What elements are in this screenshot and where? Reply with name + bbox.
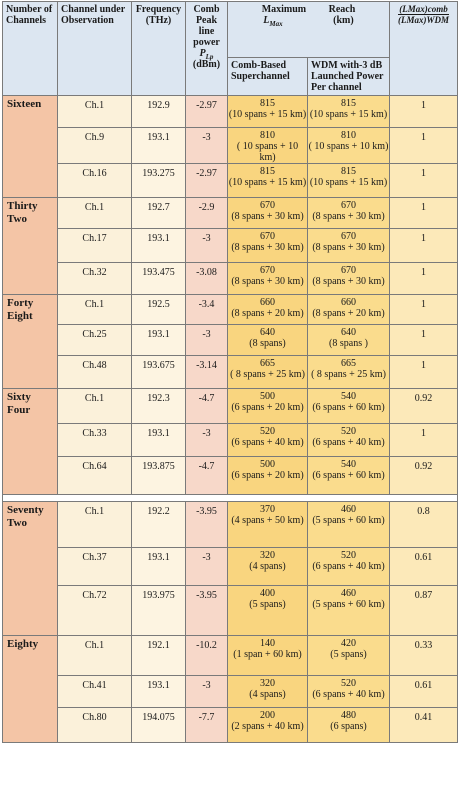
channel-cell: Ch.48 bbox=[58, 356, 132, 389]
power-cell: -2.9 bbox=[186, 198, 228, 229]
header-number-of-channels: Number of Channels bbox=[3, 2, 58, 96]
comb-reach-spans: (5 spans) bbox=[249, 599, 286, 610]
ratio-cell: 1 bbox=[390, 424, 458, 457]
wdm-reach-spans: (10 spans + 15 km) bbox=[309, 109, 388, 120]
wdm-reach-spans: ( 8 spans + 25 km) bbox=[311, 369, 386, 380]
ratio-cell: 1 bbox=[390, 198, 458, 229]
comb-reach-spans: (8 spans) bbox=[249, 338, 286, 349]
ratio-cell: 1 bbox=[390, 325, 458, 356]
comb-reach-cell bbox=[228, 198, 308, 229]
wdm-reach-spans: (6 spans + 40 km) bbox=[312, 437, 385, 448]
channel-cell: Ch.9 bbox=[58, 128, 132, 164]
comb-reach-km: 640 bbox=[260, 327, 275, 338]
comb-reach-cell bbox=[228, 424, 308, 457]
power-cell: -3.95 bbox=[186, 502, 228, 548]
comb-reach-km: 320 bbox=[260, 678, 275, 689]
wdm-reach-cell bbox=[308, 457, 390, 495]
frequency-cell: 193.475 bbox=[132, 263, 186, 295]
comb-reach-km: 500 bbox=[260, 391, 275, 402]
ratio-cell: 1 bbox=[390, 164, 458, 198]
channel-cell: Ch.1 bbox=[58, 198, 132, 229]
header-comb-peak-power-unit: (dBm) bbox=[192, 59, 221, 70]
comb-reach-km: 200 bbox=[260, 710, 275, 721]
channel-cell: Ch.1 bbox=[58, 636, 132, 676]
table-row bbox=[3, 389, 458, 424]
power-cell: -2.97 bbox=[186, 96, 228, 128]
wdm-reach-cell bbox=[308, 128, 390, 164]
comb-reach-spans: (8 spans + 20 km) bbox=[231, 308, 304, 319]
frequency-cell: 193.1 bbox=[132, 229, 186, 263]
frequency-cell: 192.2 bbox=[132, 502, 186, 548]
frequency-cell: 192.5 bbox=[132, 295, 186, 325]
wdm-reach-cell bbox=[308, 548, 390, 586]
ratio-cell: 1 bbox=[390, 229, 458, 263]
frequency-cell: 193.275 bbox=[132, 164, 186, 198]
header-channel-under-observation: Channel under Observation bbox=[58, 2, 132, 96]
channel-cell: Ch.64 bbox=[58, 457, 132, 495]
table-row bbox=[3, 164, 458, 198]
table-row bbox=[3, 128, 458, 164]
table-row bbox=[3, 586, 458, 636]
channel-cell: Ch.25 bbox=[58, 325, 132, 356]
header-comb-peak-power-label: Comb Peak line power bbox=[193, 4, 220, 48]
comb-reach-spans: ( 10 spans + 10 km) bbox=[236, 141, 299, 163]
header-max-reach-symbol: $L_{Max}$ bbox=[263, 15, 283, 28]
comb-reach-spans: (4 spans) bbox=[249, 689, 286, 700]
table-row bbox=[3, 295, 458, 325]
channel-cell: Ch.16 bbox=[58, 164, 132, 198]
separator-cell bbox=[3, 495, 458, 502]
group-label: Sixty Four bbox=[3, 389, 58, 495]
table-row bbox=[3, 263, 458, 295]
wdm-reach-cell bbox=[308, 676, 390, 708]
channel-cell: Ch.80 bbox=[58, 708, 132, 743]
power-cell: -3 bbox=[186, 676, 228, 708]
comb-reach-cell bbox=[228, 164, 308, 198]
comb-reach-cell bbox=[228, 295, 308, 325]
power-cell: -10.2 bbox=[186, 636, 228, 676]
wdm-reach-km: 520 bbox=[341, 550, 356, 561]
ratio-cell: 1 bbox=[390, 356, 458, 389]
comb-reach-spans: (6 spans + 20 km) bbox=[231, 470, 304, 481]
wdm-reach-spans: (6 spans + 60 km) bbox=[312, 470, 385, 481]
ratio-cell: 1 bbox=[390, 295, 458, 325]
power-cell: -4.7 bbox=[186, 389, 228, 424]
channel-cell: Ch.41 bbox=[58, 676, 132, 708]
wdm-reach-cell bbox=[308, 164, 390, 198]
channel-cell: Ch.1 bbox=[58, 295, 132, 325]
comb-reach-cell bbox=[228, 502, 308, 548]
channel-cell: Ch.32 bbox=[58, 263, 132, 295]
wdm-reach-cell bbox=[308, 586, 390, 636]
channel-cell: Ch.37 bbox=[58, 548, 132, 586]
comb-reach-km: 670 bbox=[260, 231, 275, 242]
frequency-cell: 193.1 bbox=[132, 424, 186, 457]
frequency-cell: 192.7 bbox=[132, 198, 186, 229]
ratio-cell: 0.8 bbox=[390, 502, 458, 548]
comb-reach-cell bbox=[228, 389, 308, 424]
table-row bbox=[3, 325, 458, 356]
header-max-reach-right: Reach bbox=[328, 4, 356, 15]
wdm-reach-km: 520 bbox=[341, 678, 356, 689]
wdm-reach-cell bbox=[308, 198, 390, 229]
comb-reach-cell bbox=[228, 128, 308, 164]
comb-reach-cell bbox=[228, 636, 308, 676]
wdm-reach-km: 460 bbox=[341, 504, 356, 515]
ratio-cell: 1 bbox=[390, 96, 458, 128]
table-row bbox=[3, 676, 458, 708]
wdm-reach-spans: (5 spans) bbox=[330, 649, 367, 660]
table-row bbox=[3, 457, 458, 495]
wdm-reach-km: 640 bbox=[341, 327, 356, 338]
ratio-cell: 0.41 bbox=[390, 708, 458, 743]
power-cell: -3 bbox=[186, 325, 228, 356]
power-cell: -3 bbox=[186, 424, 228, 457]
wdm-reach-cell bbox=[308, 389, 390, 424]
table-row bbox=[3, 96, 458, 128]
wdm-reach-km: 810 bbox=[341, 130, 356, 141]
ratio-cell: 0.92 bbox=[390, 389, 458, 424]
comb-reach-spans: (10 spans + 15 km) bbox=[228, 109, 307, 120]
wdm-reach-km: 540 bbox=[341, 459, 356, 470]
power-cell: -3.4 bbox=[186, 295, 228, 325]
wdm-reach-km: 460 bbox=[341, 588, 356, 599]
power-cell: -3.08 bbox=[186, 263, 228, 295]
comb-reach-cell bbox=[228, 356, 308, 389]
wdm-reach-km: 480 bbox=[341, 710, 356, 721]
wdm-reach-spans: (5 spans + 60 km) bbox=[312, 515, 385, 526]
wdm-reach-km: 520 bbox=[341, 426, 356, 437]
comb-reach-km: 370 bbox=[260, 504, 275, 515]
ratio-cell: 0.92 bbox=[390, 457, 458, 495]
wdm-reach-cell bbox=[308, 96, 390, 128]
comb-reach-km: 665 bbox=[260, 358, 275, 369]
channel-cell: Ch.1 bbox=[58, 96, 132, 128]
wdm-reach-cell bbox=[308, 229, 390, 263]
table-row bbox=[3, 708, 458, 743]
comb-reach-km: 520 bbox=[260, 426, 275, 437]
wdm-reach-km: 420 bbox=[341, 638, 356, 649]
header-max-reach bbox=[228, 2, 390, 58]
frequency-cell: 194.075 bbox=[132, 708, 186, 743]
wdm-reach-spans: (8 spans + 30 km) bbox=[312, 276, 385, 287]
header-ratio-denominator: (LMax)WDM bbox=[398, 15, 449, 25]
comb-reach-km: 815 bbox=[260, 98, 275, 109]
wdm-reach-cell bbox=[308, 502, 390, 548]
comb-reach-cell bbox=[228, 229, 308, 263]
channel-cell: Ch.1 bbox=[58, 389, 132, 424]
table-row bbox=[3, 229, 458, 263]
group-label: Eighty bbox=[3, 636, 58, 743]
header-ratio-fraction bbox=[398, 4, 449, 25]
power-cell: -3 bbox=[186, 229, 228, 263]
table-row bbox=[3, 502, 458, 548]
ratio-cell: 0.61 bbox=[390, 676, 458, 708]
wdm-reach-spans: (6 spans + 60 km) bbox=[312, 402, 385, 413]
comb-reach-spans: (4 spans) bbox=[249, 561, 286, 572]
table-row bbox=[3, 636, 458, 676]
table-row bbox=[3, 548, 458, 586]
header-ratio bbox=[390, 2, 458, 96]
comb-reach-spans: (6 spans + 20 km) bbox=[231, 402, 304, 413]
comb-reach-km: 500 bbox=[260, 459, 275, 470]
comb-reach-cell bbox=[228, 457, 308, 495]
comb-reach-cell bbox=[228, 325, 308, 356]
header-frequency: Frequency (THz) bbox=[132, 2, 186, 96]
comb-reach-km: 140 bbox=[260, 638, 275, 649]
header-comb-peak-power bbox=[186, 2, 228, 96]
channel-cell: Ch.1 bbox=[58, 502, 132, 548]
comb-reach-spans: (6 spans + 40 km) bbox=[231, 437, 304, 448]
header-comb-based: Comb-Based Superchannel bbox=[228, 58, 308, 96]
wdm-reach-spans: (8 spans + 30 km) bbox=[312, 211, 385, 222]
wdm-reach-cell bbox=[308, 263, 390, 295]
table-row bbox=[3, 198, 458, 229]
comb-reach-km: 670 bbox=[260, 200, 275, 211]
comb-reach-spans: (2 spans + 40 km) bbox=[231, 721, 304, 732]
wdm-reach-spans: (6 spans + 40 km) bbox=[312, 561, 385, 572]
comb-reach-spans: ( 8 spans + 25 km) bbox=[230, 369, 305, 380]
wdm-reach-km: 660 bbox=[341, 297, 356, 308]
ratio-cell: 1 bbox=[390, 263, 458, 295]
wdm-reach-spans: (6 spans + 40 km) bbox=[312, 689, 385, 700]
table-row bbox=[3, 424, 458, 457]
wdm-reach-cell bbox=[308, 325, 390, 356]
channel-cell: Ch.33 bbox=[58, 424, 132, 457]
comb-reach-km: 320 bbox=[260, 550, 275, 561]
wdm-reach-km: 815 bbox=[341, 166, 356, 177]
wdm-reach-cell bbox=[308, 424, 390, 457]
comb-reach-spans: (1 span + 60 km) bbox=[233, 649, 302, 660]
comb-reach-spans: (10 spans + 15 km) bbox=[228, 177, 307, 188]
header-max-reach-unit: (km) bbox=[333, 15, 354, 26]
comb-reach-cell bbox=[228, 586, 308, 636]
wdm-reach-spans: (8 spans ) bbox=[329, 338, 368, 349]
header-max-reach-left: Maximum bbox=[261, 4, 307, 15]
wdm-reach-spans: (8 spans + 30 km) bbox=[312, 242, 385, 253]
results-table-body bbox=[3, 96, 458, 743]
wdm-reach-km: 670 bbox=[341, 231, 356, 242]
frequency-cell: 192.9 bbox=[132, 96, 186, 128]
comb-reach-spans: (8 spans + 30 km) bbox=[231, 242, 304, 253]
results-table bbox=[2, 1, 458, 743]
comb-reach-spans: (4 spans + 50 km) bbox=[231, 515, 304, 526]
comb-reach-cell bbox=[228, 96, 308, 128]
wdm-reach-cell bbox=[308, 295, 390, 325]
power-cell: -4.7 bbox=[186, 457, 228, 495]
frequency-cell: 193.1 bbox=[132, 128, 186, 164]
power-cell: -7.7 bbox=[186, 708, 228, 743]
wdm-reach-spans: (10 spans + 15 km) bbox=[309, 177, 388, 188]
ratio-cell: 0.61 bbox=[390, 548, 458, 586]
group-separator bbox=[3, 495, 458, 502]
comb-reach-km: 660 bbox=[260, 297, 275, 308]
comb-reach-cell bbox=[228, 708, 308, 743]
header-wdm: WDM with-3 dB Launched Power Per channel bbox=[308, 58, 390, 96]
wdm-reach-cell bbox=[308, 708, 390, 743]
group-label: Seventy Two bbox=[3, 502, 58, 636]
comb-reach-spans: (8 spans + 30 km) bbox=[231, 276, 304, 287]
frequency-cell: 193.675 bbox=[132, 356, 186, 389]
comb-reach-km: 400 bbox=[260, 588, 275, 599]
wdm-reach-cell bbox=[308, 636, 390, 676]
ratio-cell: 0.33 bbox=[390, 636, 458, 676]
wdm-reach-km: 670 bbox=[341, 265, 356, 276]
ratio-cell: 1 bbox=[390, 128, 458, 164]
ratio-cell: 0.87 bbox=[390, 586, 458, 636]
wdm-reach-spans: (8 spans + 20 km) bbox=[312, 308, 385, 319]
comb-reach-cell bbox=[228, 676, 308, 708]
comb-reach-spans: (8 spans + 30 km) bbox=[231, 211, 304, 222]
comb-reach-cell bbox=[228, 548, 308, 586]
frequency-cell: 193.1 bbox=[132, 548, 186, 586]
wdm-reach-km: 665 bbox=[341, 358, 356, 369]
wdm-reach-spans: ( 10 spans + 10 km) bbox=[308, 141, 389, 152]
comb-reach-km: 670 bbox=[260, 265, 275, 276]
power-cell: -3 bbox=[186, 128, 228, 164]
frequency-cell: 193.875 bbox=[132, 457, 186, 495]
group-label: Thirty Two bbox=[3, 198, 58, 295]
frequency-cell: 193.1 bbox=[132, 325, 186, 356]
channel-cell: Ch.72 bbox=[58, 586, 132, 636]
comb-reach-km: 810 bbox=[260, 130, 275, 141]
wdm-reach-spans: (6 spans) bbox=[330, 721, 367, 732]
group-label: Sixteen bbox=[3, 96, 58, 198]
channel-cell: Ch.17 bbox=[58, 229, 132, 263]
frequency-cell: 192.1 bbox=[132, 636, 186, 676]
wdm-reach-spans: (5 spans + 60 km) bbox=[312, 599, 385, 610]
header-comb-peak-power-symbol: $P_{Lp}$ bbox=[199, 48, 214, 61]
power-cell: -3.14 bbox=[186, 356, 228, 389]
wdm-reach-km: 670 bbox=[341, 200, 356, 211]
power-cell: -3.95 bbox=[186, 586, 228, 636]
group-label: Forty Eight bbox=[3, 295, 58, 389]
power-cell: -2.97 bbox=[186, 164, 228, 198]
comb-reach-cell bbox=[228, 263, 308, 295]
frequency-cell: 193.975 bbox=[132, 586, 186, 636]
wdm-reach-km: 540 bbox=[341, 391, 356, 402]
comb-reach-km: 815 bbox=[260, 166, 275, 177]
frequency-cell: 192.3 bbox=[132, 389, 186, 424]
frequency-cell: 193.1 bbox=[132, 676, 186, 708]
power-cell: -3 bbox=[186, 548, 228, 586]
header-ratio-numerator: (LMax)comb bbox=[399, 4, 448, 14]
wdm-reach-cell bbox=[308, 356, 390, 389]
table-row bbox=[3, 356, 458, 389]
wdm-reach-km: 815 bbox=[341, 98, 356, 109]
